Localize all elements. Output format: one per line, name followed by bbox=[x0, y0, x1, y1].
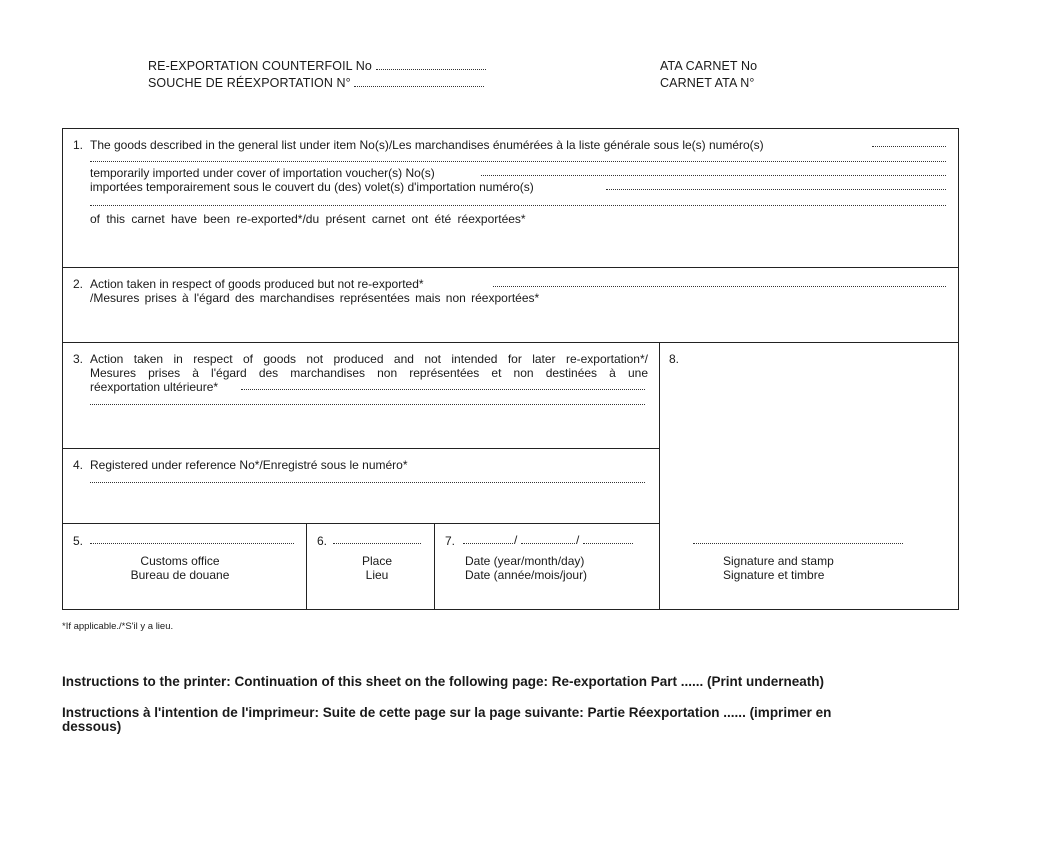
box7-number: 7. bbox=[445, 534, 456, 548]
box4-reference-field[interactable] bbox=[90, 482, 645, 483]
footnote: *If applicable./*S'il y a lieu. bbox=[62, 621, 174, 632]
date-separator-2: / bbox=[576, 533, 580, 547]
box8-number: 8. bbox=[669, 352, 680, 366]
box3-action-field[interactable] bbox=[241, 389, 645, 390]
box7-label-fr: Date (année/mois/jour) bbox=[465, 568, 588, 582]
box6-label-en: Place bbox=[361, 554, 393, 568]
box7-label-en: Date (year/month/day) bbox=[465, 554, 585, 568]
box3-line3: réexportation ultérieure* bbox=[90, 380, 219, 394]
counterfoil-label-fr: SOUCHE DE RÉEXPORTATION N° bbox=[148, 76, 351, 90]
box3-number: 3. bbox=[73, 352, 84, 366]
date-day-field[interactable] bbox=[583, 543, 633, 544]
box1-number: 1. bbox=[73, 138, 84, 152]
printer-instructions-fr-line1: Instructions à l'intention de l'imprimeur: Suite de cette page sur la page suivante: Partie Réexportation ...... (imprimer en bbox=[62, 705, 832, 720]
date-month-field[interactable] bbox=[521, 543, 575, 544]
box1-line2: temporarily imported under cover of importation voucher(s) No(s) bbox=[90, 166, 435, 180]
box1-items-field[interactable] bbox=[872, 146, 946, 147]
box5-label-en: Customs office bbox=[140, 554, 220, 568]
box8-label-fr: Signature et timbre bbox=[723, 568, 825, 582]
printer-instructions-fr-line2: dessous) bbox=[62, 719, 122, 734]
box1-line1: The goods described in the general list under item No(s)/Les marchandises énumérées à la liste générale sous le(s) numéro(s) bbox=[90, 138, 764, 152]
box8-label-en: Signature and stamp bbox=[723, 554, 834, 568]
box3-line2: Mesures prises à l'égard des marchandises non représentées et non destinées à une bbox=[90, 366, 648, 380]
box2-action-field[interactable] bbox=[493, 286, 946, 287]
box4-line1: Registered under reference No*/Enregistré sous le numéro* bbox=[90, 458, 408, 472]
counterfoil-label-en: RE-EXPORTATION COUNTERFOIL No bbox=[148, 59, 372, 73]
counterfoil-no-en bbox=[148, 58, 486, 75]
divider-1-2 bbox=[62, 267, 959, 268]
divider-2-3 bbox=[62, 342, 959, 343]
carnet-no-en: ATA CARNET No bbox=[660, 59, 758, 73]
box3-line1: Action taken in respect of goods not produced and not intended for later re-exportation*/ bbox=[90, 352, 648, 366]
box1-line3: importées temporairement sous le couvert du (des) volet(s) d'importation numéro(s) bbox=[90, 180, 534, 194]
divider-6-7 bbox=[434, 523, 435, 609]
date-separator-1: / bbox=[514, 533, 518, 547]
box1-voucher-field-fr[interactable] bbox=[606, 189, 946, 190]
box4-number: 4. bbox=[73, 458, 84, 472]
box1-line4: of this carnet have been re-exported*/du présent carnet ont été réexportées* bbox=[90, 212, 526, 226]
divider-5-6 bbox=[306, 523, 307, 609]
box5-number: 5. bbox=[73, 534, 84, 548]
box6-label-fr: Lieu bbox=[365, 568, 389, 582]
date-year-field[interactable] bbox=[463, 543, 513, 544]
carnet-no-fr: CARNET ATA N° bbox=[660, 76, 755, 90]
box1-extra-field[interactable] bbox=[90, 205, 946, 206]
counterfoil-no-fr bbox=[148, 75, 484, 92]
printer-instructions-en: Instructions to the printer: Continuation of this sheet on the following page: Re-exportation Part ...... (Print underneath) bbox=[62, 674, 824, 689]
box1-items-field-cont[interactable] bbox=[90, 161, 946, 162]
box2-line2: /Mesures prises à l'égard des marchandises représentées mais non réexportées* bbox=[90, 291, 540, 305]
counterfoil-no-field[interactable] bbox=[376, 60, 486, 70]
box6-number: 6. bbox=[317, 534, 328, 548]
box2-number: 2. bbox=[73, 277, 84, 291]
place-field[interactable] bbox=[333, 543, 421, 544]
box1-voucher-field[interactable] bbox=[481, 175, 946, 176]
customs-office-field[interactable] bbox=[90, 543, 294, 544]
counterfoil-no-field-fr[interactable] bbox=[354, 77, 484, 87]
signature-field[interactable] bbox=[693, 543, 903, 544]
box2-line1: Action taken in respect of goods produced but not re-exported* bbox=[90, 277, 424, 291]
box5-label-fr: Bureau de douane bbox=[130, 568, 230, 582]
divider-4-5 bbox=[62, 523, 660, 524]
box3-action-field-cont[interactable] bbox=[90, 404, 645, 405]
divider-col-8 bbox=[659, 342, 660, 609]
divider-3-4 bbox=[62, 448, 660, 449]
